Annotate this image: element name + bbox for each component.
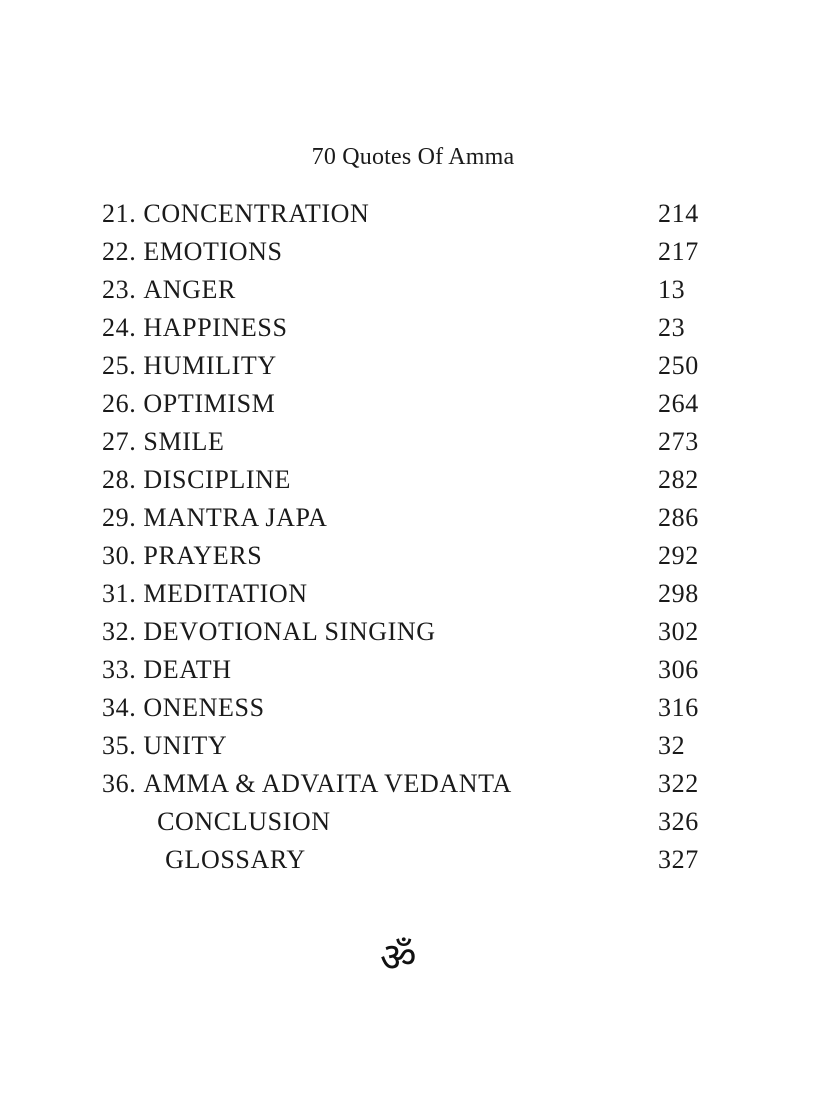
toc-entry-page: 13 [658, 275, 686, 304]
toc-entry-number: 30. [102, 541, 137, 570]
toc-entry-title: EMOTIONS [143, 237, 283, 266]
toc-entry-number: 22. [102, 237, 137, 266]
toc-entry [102, 310, 692, 348]
toc-entry-title: DEVOTIONAL SINGING [143, 617, 436, 646]
toc-entry [102, 500, 699, 538]
toc-entry-page: 23 [658, 313, 686, 342]
toc-entry-page: 292 [658, 541, 699, 570]
toc-entry-page: 217 [658, 237, 699, 266]
toc-entry-title: AMMA & ADVAITA VEDANTA [143, 769, 512, 798]
toc-entry-page: 322 [658, 769, 699, 798]
toc-entry-page: 250 [658, 351, 699, 380]
toc-entry-title: CONCENTRATION [143, 199, 370, 228]
toc-entry-title: ANGER [143, 275, 236, 304]
toc-entry-conclusion [102, 804, 699, 842]
toc-entry [102, 272, 692, 310]
toc-entry-number: 26. [102, 389, 137, 418]
toc-entry [102, 538, 699, 576]
toc-entry-page: 306 [658, 655, 699, 684]
toc-entry-page: 302 [658, 617, 699, 646]
page-header-title: 70 Quotes Of Amma [311, 144, 515, 170]
toc-entry [102, 576, 699, 614]
toc-entry-page: 282 [658, 465, 699, 494]
toc-entry-page: 316 [658, 693, 699, 722]
toc-entry-page: 273 [658, 427, 699, 456]
toc-entry-number: 35. [102, 731, 137, 760]
toc-entry [102, 386, 699, 424]
toc-entry-page: 264 [658, 389, 699, 418]
toc-entry [102, 652, 699, 690]
toc-entry-title: DISCIPLINE [143, 465, 291, 494]
toc-entry-title: HUMILITY [143, 351, 277, 380]
toc-entry-title: MEDITATION [143, 579, 308, 608]
toc-entry-title: CONCLUSION [157, 807, 331, 836]
toc-entry-page: 326 [658, 807, 699, 836]
toc-entry-number: 21. [102, 199, 137, 228]
toc-entry-number: 31. [102, 579, 137, 608]
toc-entry-number: 36. [102, 769, 137, 798]
toc-entry [102, 348, 699, 386]
toc-entry-number: 24. [102, 313, 137, 342]
toc-entry [102, 462, 699, 500]
toc-entry-title: OPTIMISM [143, 389, 276, 418]
toc-entry-title: MANTRA JAPA [143, 503, 328, 532]
toc-entry [102, 728, 692, 766]
toc-entry-title: HAPPINESS [143, 313, 288, 342]
toc-entry-page: 32 [658, 731, 686, 760]
toc-entry-page: 214 [658, 199, 699, 228]
toc-entry-number: 32. [102, 617, 137, 646]
toc-entry-number: 23. [102, 275, 137, 304]
toc-entry-number: 25. [102, 351, 137, 380]
toc-entry-title: DEATH [143, 655, 232, 684]
toc-entry-title: ONENESS [143, 693, 265, 722]
toc-entry-number: 27. [102, 427, 137, 456]
toc-entry-number: 33. [102, 655, 137, 684]
toc-entry [102, 234, 699, 272]
om-icon: ॐ [380, 935, 417, 981]
toc-entry-page: 286 [658, 503, 699, 532]
toc-entry-number: 34. [102, 693, 137, 722]
toc-entry-number: 29. [102, 503, 137, 532]
toc-entry-title: PRAYERS [143, 541, 263, 570]
toc-entry-title: GLOSSARY [165, 845, 306, 874]
toc-entry [102, 424, 699, 462]
toc-entry-glossary [102, 842, 699, 880]
toc-entry [102, 614, 699, 652]
table-of-contents [102, 196, 699, 876]
toc-entry [102, 690, 699, 728]
toc-entry-page: 298 [658, 579, 699, 608]
toc-entry [102, 196, 699, 234]
toc-entry-title: UNITY [143, 731, 228, 760]
toc-entry [102, 766, 699, 804]
toc-entry-number: 28. [102, 465, 137, 494]
toc-entry-title: SMILE [143, 427, 225, 456]
toc-entry-page: 327 [658, 845, 699, 874]
